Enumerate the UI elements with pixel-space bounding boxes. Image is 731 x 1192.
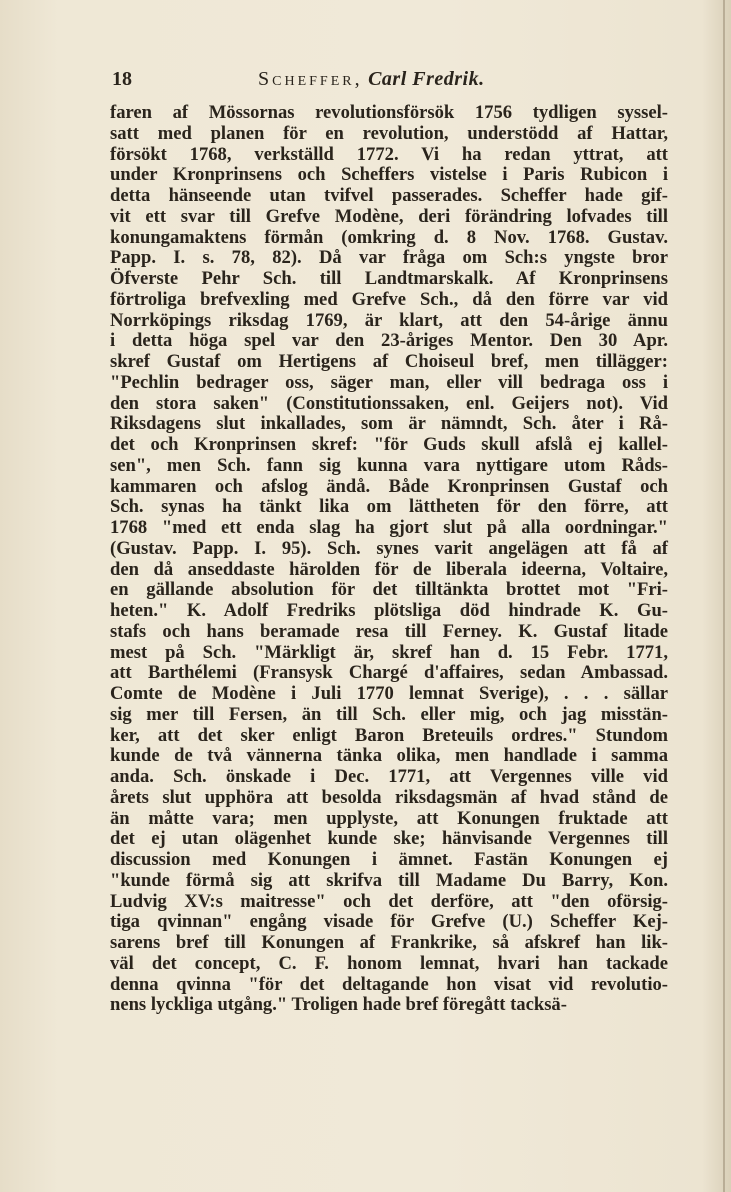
text-line: satt med planen för en revolution, understödd af Hattar, xyxy=(110,122,668,144)
text-line: ker, att det sker enligt Baron Breteuils ordres." Stundom xyxy=(110,724,668,746)
text-line: än måtte vara; men upplyste, att Konungen fruktade att xyxy=(110,807,668,829)
text-line: väl det concept, C. F. honom lemnat, hvari han tackade xyxy=(110,952,668,974)
running-head-subject: Carl Fredrik. xyxy=(368,68,485,90)
text-line: Papp. I. s. 78, 82). Då var fråga om Sch:s yngste bror xyxy=(110,247,668,269)
text-line: det ej utan olägenhet kunde ske; hänvisande Vergennes till xyxy=(110,828,668,850)
body-text xyxy=(110,103,668,1016)
text-line: (Gustav. Papp. I. 95). Sch. synes varit angelägen att få af xyxy=(110,537,668,559)
text-line: Sch. synas ha tänkt lika om lättheten för den förre, att xyxy=(110,496,668,518)
text-line: stafs och hans beramade resa till Ferney. K. Gustaf litade xyxy=(110,620,668,642)
text-line: "Pechlin bedrager oss, säger man, eller vill bedraga oss i xyxy=(110,371,668,393)
text-line: försökt 1768, verkställd 1772. Vi ha redan yttrat, att xyxy=(110,143,668,165)
text-line: anda. Sch. önskade i Dec. 1771, att Vergennes ville vid xyxy=(110,766,668,787)
text-line: tiga qvinnan" engång visade för Grefve (U.) Scheffer Kej- xyxy=(110,911,668,933)
text-line: discussion med Konungen i ämnet. Fastän Konungen ej xyxy=(110,849,668,870)
text-line: faren af Mössornas revolutionsförsök 1756 tydligen syssel- xyxy=(110,102,668,123)
text-line: heten." K. Adolf Fredriks plötsliga död hindrade K. Gu- xyxy=(110,600,668,621)
text-line: under Kronprinsens och Scheffers vistelse i Paris Rubicon i xyxy=(110,164,668,186)
running-head xyxy=(258,68,485,91)
text-line: sarens bref till Konungen af Frankrike, så afskref han lik- xyxy=(110,932,668,953)
text-line: konungamaktens förmån (omkring d. 8 Nov. 1768. Gustav. xyxy=(110,226,668,248)
text-line: årets slut upphöra att besolda riksdagsmän af hvad stånd de xyxy=(110,786,668,808)
text-line: Norrköpings riksdag 1769, är klart, att den 54-årige ännu xyxy=(110,309,668,331)
text-line: skref Gustaf om Hertigens af Choiseul bref, men tillägger: xyxy=(110,351,668,372)
text-line: i detta höga spel var den 23-åriges Mentor. Den 30 Apr. xyxy=(110,330,668,352)
page-edge xyxy=(723,0,725,1192)
text-line: detta hänseende utan tvifvel passerades. Scheffer hade gif- xyxy=(110,185,668,206)
text-line: "kunde förmå sig att skrifva till Madame Du Barry, Kon. xyxy=(110,869,668,891)
text-line: kunde de två vännerna tänka olika, men handlade i samma xyxy=(110,745,668,767)
text-line: Ludvig XV:s maitresse" och det derföre, att "den oförsig- xyxy=(110,890,668,912)
text-line: sen", men Sch. fann sig kunna vara nyttigare utom Råds- xyxy=(110,454,668,476)
text-line: mest på Sch. "Märkligt är, skref han d. 15 Febr. 1771, xyxy=(110,641,668,663)
text-line: Öfverste Pehr Sch. till Landtmarskalk. Af Kronprinsens xyxy=(110,268,668,289)
text-line: det och Kronprinsen skref: "för Guds skull afslå ej kallel- xyxy=(110,434,668,455)
text-line: kammaren och afslog ändå. Både Kronprinsen Gustaf och xyxy=(110,475,668,497)
text-line: förtroliga brefvexling med Grefve Sch., då den förre var vid xyxy=(110,288,668,310)
text-line: Riksdagens slut inkallades, som är nämndt, Sch. åter i Rå- xyxy=(110,413,668,435)
running-head-author: Scheffer, xyxy=(258,68,363,90)
text-line: Comte de Modène i Juli 1770 lemnat Sverige), . . . sällar xyxy=(110,683,668,704)
text-line: en gällande absolution för det tilltänkta brottet mot "Fri- xyxy=(110,579,668,601)
running-header xyxy=(112,68,632,98)
text-line: den då anseddaste härolden för de liberala ideerna, Voltaire, xyxy=(110,558,668,580)
text-line: den stora saken" (Constitutionssaken, enl. Geijers not). Vid xyxy=(110,392,668,414)
text-line: nens lyckliga utgång." Troligen hade bref föregått tacksä- xyxy=(110,994,567,1016)
text-line: sig mer till Fersen, än till Sch. eller mig, och jag misstän- xyxy=(110,703,668,725)
text-line: 1768 "med ett enda slag ha gjort slut på alla oordningar." xyxy=(110,517,668,538)
page-number: 18 xyxy=(112,68,132,90)
text-line: denna qvinna "för det deltagande hon visat vid revolutio- xyxy=(110,973,668,995)
text-line: vit ett svar till Grefve Modène, deri förändring lofvades till xyxy=(110,205,668,227)
text-line: att Barthélemi (Fransysk Chargé d'affaires, sedan Ambassad. xyxy=(110,662,668,684)
